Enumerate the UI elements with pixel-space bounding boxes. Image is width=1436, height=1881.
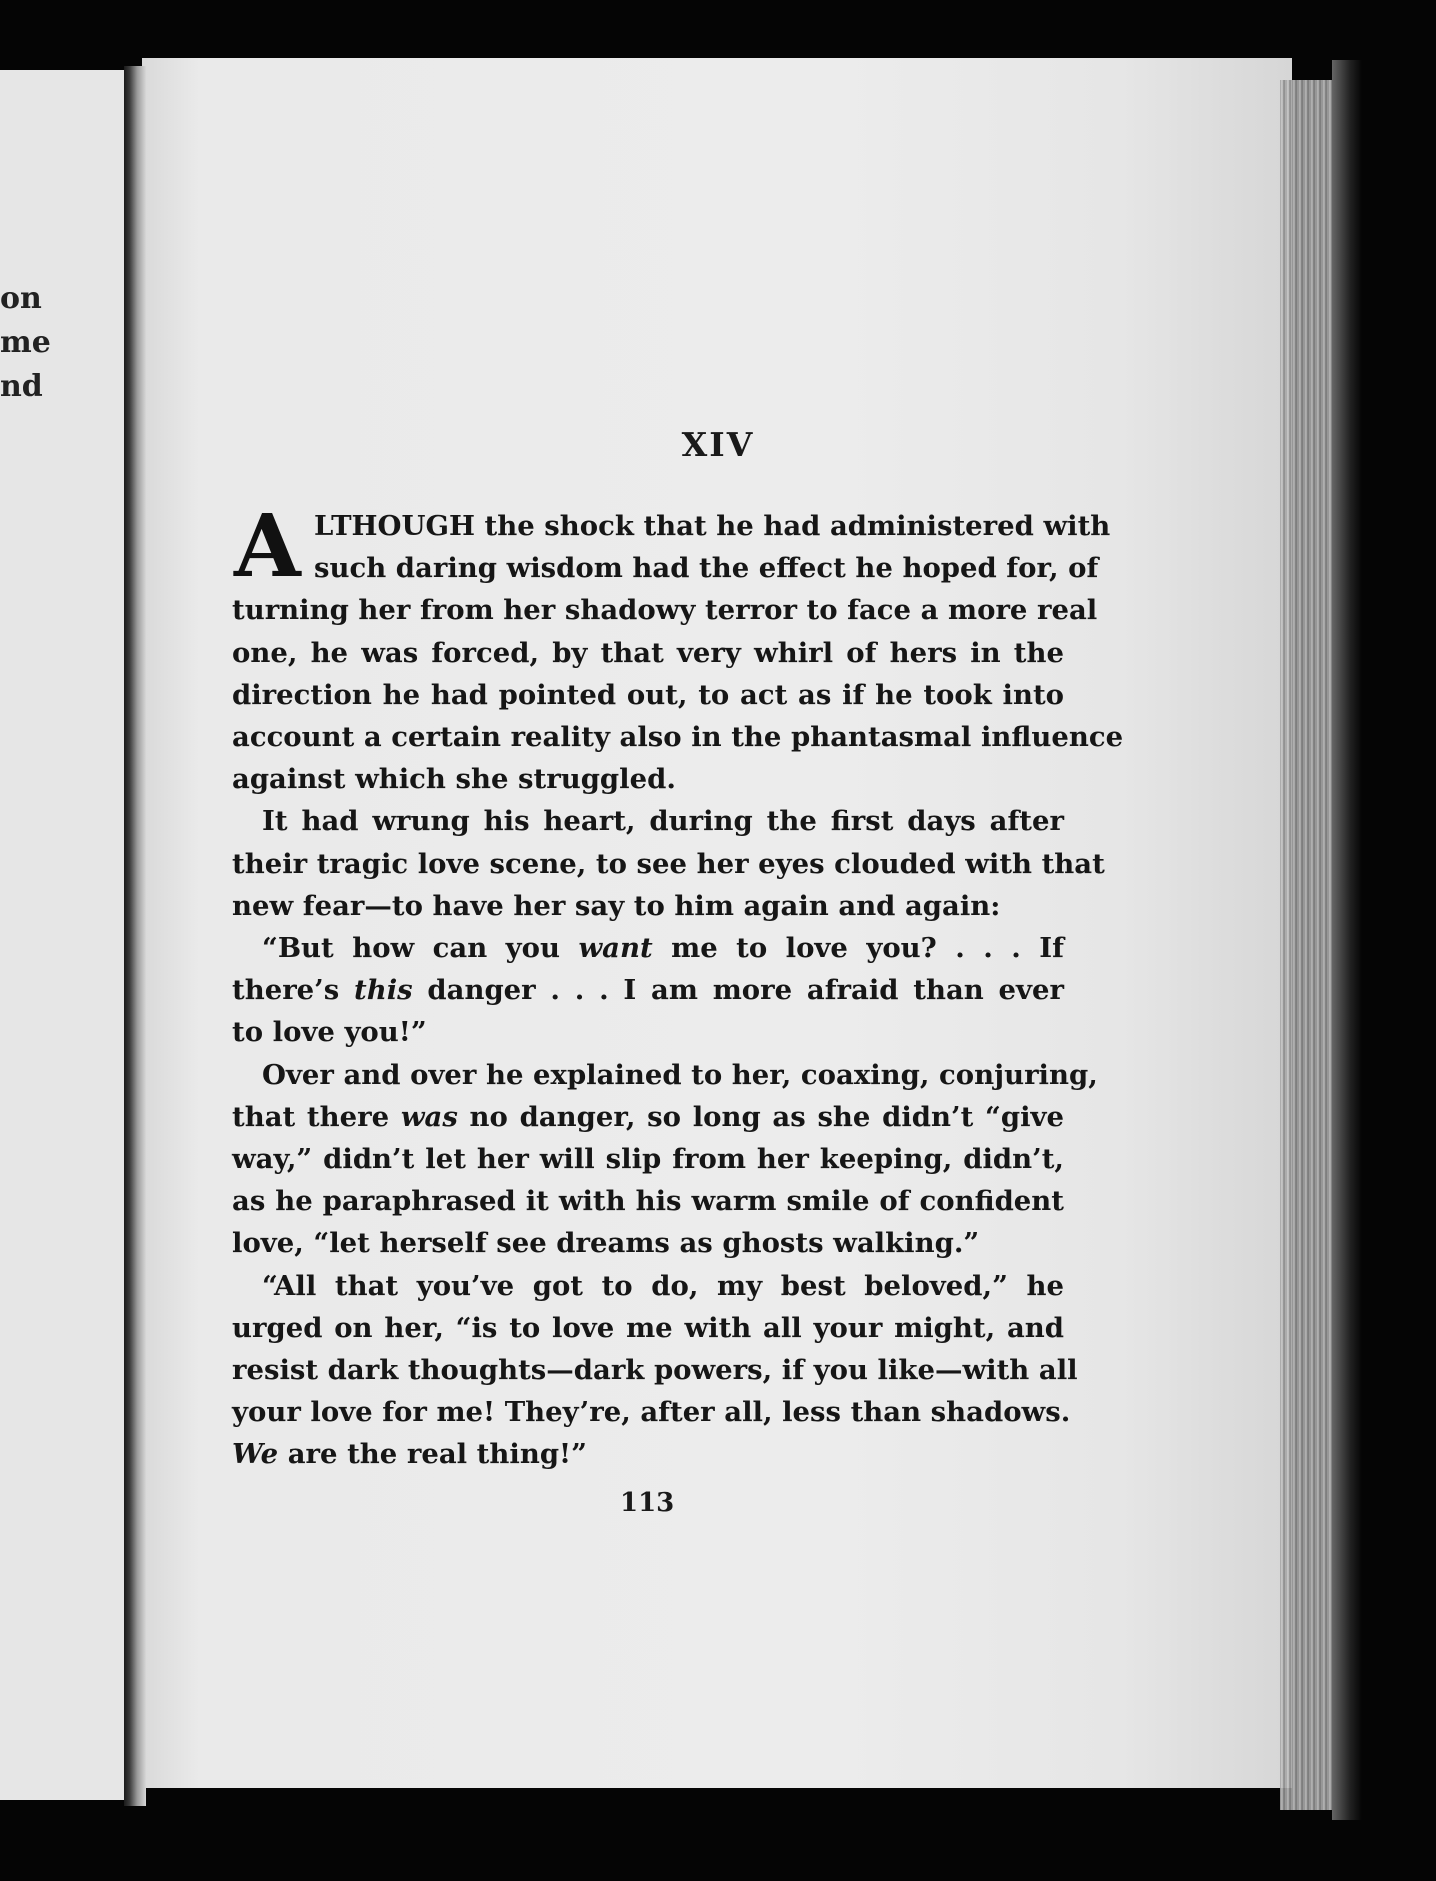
text-line: “But how can you want me to love you? . . . If xyxy=(262,932,1065,965)
body-text xyxy=(232,496,1124,1476)
text-line: urged on her, “is to love me with all your might, and xyxy=(232,1311,1064,1344)
text-line: resist dark thoughts—dark powers, if you like—with all xyxy=(232,1354,1078,1387)
text-line: direction he had pointed out, to act as if he took into xyxy=(232,678,1064,711)
text-line: We are the real thing!” xyxy=(232,1438,587,1471)
text-line: against which she struggled. xyxy=(232,763,676,796)
page-number: 113 xyxy=(620,1488,675,1518)
chapter-heading: XIV xyxy=(681,425,755,464)
text-line: as he paraphrased it with his warm smile of confident xyxy=(232,1185,1064,1218)
previous-page-fragment: on xyxy=(0,281,42,316)
text-line: new fear—to have her say to him again and again: xyxy=(232,889,1001,922)
text-line: that there was no danger, so long as she didn’t “give xyxy=(232,1100,1064,1133)
text-line: their tragic love scene, to see her eyes clouded with that xyxy=(232,847,1105,880)
text-line: “All that you’ve got to do, my best beloved,” he xyxy=(262,1269,1064,1302)
previous-page xyxy=(0,70,128,1800)
page-edge-shadow xyxy=(1332,60,1362,1820)
text-line: there’s this danger . . . I am more afraid than ever xyxy=(232,974,1064,1007)
book-gutter xyxy=(124,66,146,1806)
text-line: Over and over he explained to her, coaxing, conjuring, xyxy=(262,1058,1098,1091)
text-line: your love for me! They’re, after all, less than shadows. xyxy=(232,1396,1071,1429)
text-line: to love you!” xyxy=(232,1016,427,1049)
text-line: love, “let herself see dreams as ghosts walking.” xyxy=(232,1227,980,1260)
previous-page-fragment: nd xyxy=(0,369,43,404)
drop-cap: A xyxy=(234,496,301,597)
text-line: such daring wisdom had the effect he hoped for, of xyxy=(314,552,1099,585)
text-line: It had wrung his heart, during the first days after xyxy=(262,805,1064,838)
text-line: account a certain reality also in the phantasmal influence xyxy=(232,721,1124,754)
text-line: turning her from her shadowy terror to face a more real xyxy=(232,594,1098,627)
text-line: one, he was forced, by that very whirl of hers in the xyxy=(232,636,1064,669)
text-line: way,” didn’t let her will slip from her keeping, didn’t, xyxy=(232,1143,1064,1176)
previous-page-fragment: me xyxy=(0,325,51,360)
text-lines xyxy=(232,496,1124,1476)
text-line: LTHOUGH the shock that he had administered with xyxy=(314,510,1111,542)
